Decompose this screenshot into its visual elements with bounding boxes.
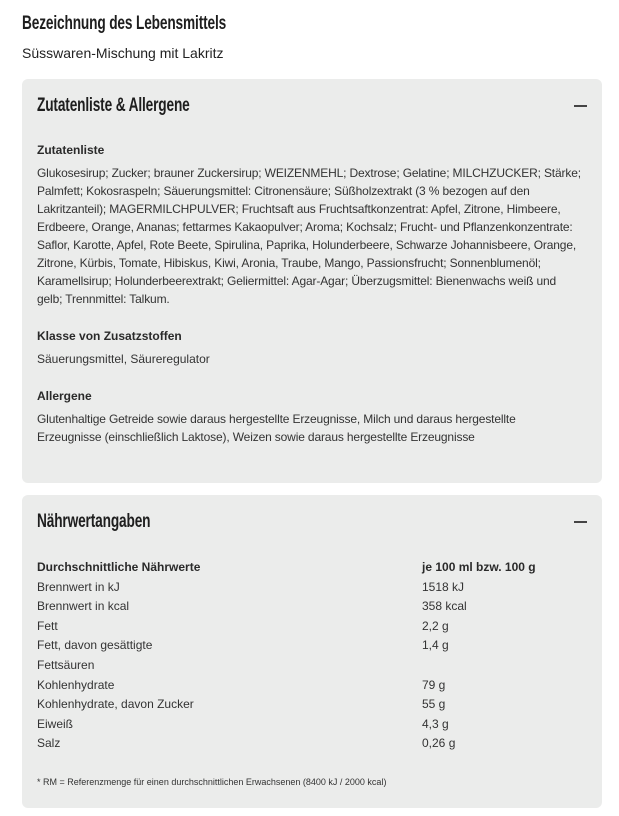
ingredients-line: Saflor, Karotte, Apfel, Rote Beete, Spirulina, Paprika, Holunderbeere, Schwarze Johannisbeere, Orange, [37, 238, 577, 252]
ingredients-allergens-panel [22, 79, 602, 483]
minus-icon[interactable] [574, 521, 587, 523]
ingredients-line: Karamellsirup; Holunderbeerextrakt; Geliermittel: Agar-Agar; Überzugsmittel: Bienenwachs weiß und [37, 274, 557, 288]
ingredients-line: Palmfett; Kokosraspeln; Säuerungsmittel: Citronensäure; Süßholzextrakt (3 % bezogen auf den [37, 184, 530, 198]
spacer [37, 308, 587, 328]
additives-label: Klasse von Zusatzstoffen [37, 329, 182, 343]
nutrition-panel [22, 495, 602, 808]
product-block [22, 12, 602, 62]
nutrient-name: Kohlenhydrate, davon Zucker [37, 697, 194, 712]
nutrient-value: 0,26 g [422, 736, 456, 751]
additives-value: Säuerungsmittel, Säureregulator [37, 352, 210, 366]
column-header-per-100: je 100 ml bzw. 100 g [422, 560, 536, 574]
nutrient-name: Eiweiß [37, 716, 74, 731]
column-header-nutrient: Durchschnittliche Nährwerte [37, 560, 201, 574]
ingredients-panel-toggle[interactable] [37, 93, 587, 121]
nutrition-table [37, 558, 587, 754]
nutrient-value: 79 g [422, 677, 446, 692]
nutrient-name: Brennwert in kJ [37, 579, 120, 594]
nutrition-panel-title: Nährwertangaben [37, 511, 151, 532]
nutrient-name: Kohlenhydrate [37, 677, 115, 692]
nutrient-value: 55 g [422, 697, 446, 712]
nutrient-value: 2,2 g [422, 618, 449, 633]
allergens-line: Erzeugnisse (einschließlich Laktose), Weizen sowie daraus hergestellte Erzeugnisse [37, 430, 475, 444]
nutrient-value: 358 kcal [422, 599, 467, 614]
nutrient-name: Salz [37, 736, 61, 751]
allergens-text [37, 410, 587, 446]
allergens-line: Glutenhaltige Getreide sowie daraus hergestellte Erzeugnisse, Milch und daraus hergestellte [37, 412, 516, 426]
product-name-heading: Bezeichnung des Lebensmittels [22, 13, 227, 34]
ingredients-line: gelb; Trennmittel: Talkum. [37, 292, 170, 306]
reference-footnote: * RM = Referenzmenge für einen durchschnittlichen Erwachsenen (8400 kJ / 2000 kcal) [37, 776, 387, 787]
nutrient-value: 1518 kJ [422, 579, 465, 594]
nutrient-name: Fett, davon gesättigte Fettsäuren [37, 638, 153, 672]
ingredients-line: Lakritzanteil); MAGERMILCHPULVER; Fruchtsaft aus Fruchtsaftkonzentrat: Apfel, Zitrone, Himbeere, [37, 202, 561, 216]
nutrient-value: 4,3 g [422, 716, 449, 731]
product-name: Süsswaren-Mischung mit Lakritz [22, 45, 224, 61]
ingredients-line: Erdbeere, Orange, Ananas; fettarmes Kakaopulver; Aroma; Kochsalz; Frucht- und Pflanzenkonzentrate: [37, 220, 573, 234]
ingredients-line: Zitrone, Kürbis, Tomate, Hibiskus, Kiwi, Aronia, Traube, Mango, Passionsfrucht; Sonnenblumenöl; [37, 256, 541, 270]
ingredients-text [37, 164, 587, 308]
ingredients-line: Glukosesirup; Zucker; brauner Zuckersirup; WEIZENMEHL; Dextrose; Gelatine; MILCHZUCKER; Stärke; [37, 166, 581, 180]
spacer [37, 368, 587, 388]
minus-icon[interactable] [574, 105, 587, 107]
nutrient-name: Fett [37, 618, 58, 633]
nutrient-value: 1,4 g [422, 638, 449, 653]
allergens-label: Allergene [37, 389, 92, 403]
nutrition-panel-toggle[interactable] [37, 509, 587, 537]
ingredients-panel-title: Zutatenliste & Allergene [37, 95, 190, 116]
ingredients-label: Zutatenliste [37, 143, 105, 157]
nutrient-name: Brennwert in kcal [37, 599, 130, 614]
